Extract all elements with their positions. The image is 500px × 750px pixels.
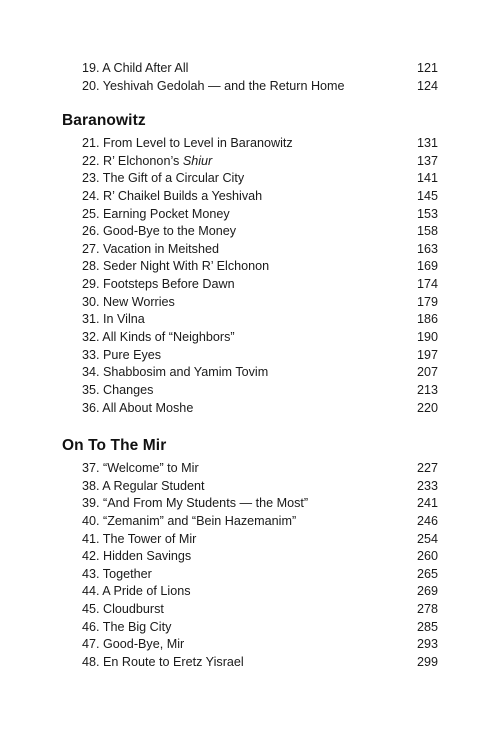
toc-entry-title-text: 45. Cloudburst xyxy=(82,602,164,617)
toc-entry-page-number: 121 xyxy=(416,61,438,75)
toc-entry-page-number: 260 xyxy=(416,549,438,564)
toc-entry xyxy=(82,188,438,206)
toc-entry-title-text: 23. The Gift of a Circular City xyxy=(82,171,245,186)
toc-entry xyxy=(82,294,438,312)
toc-entry-title xyxy=(82,548,191,566)
toc-entry xyxy=(82,135,438,153)
toc-entry xyxy=(82,153,438,171)
toc-entry-title xyxy=(82,78,345,96)
toc-entry-title xyxy=(82,60,188,78)
toc-entry xyxy=(82,276,438,294)
toc-group-continued xyxy=(82,60,438,95)
section-heading-on-to-the-mir: On To The Mir xyxy=(62,437,167,454)
toc-entry xyxy=(82,241,438,259)
toc-entry-page-number: 265 xyxy=(416,566,438,581)
toc-entry-title xyxy=(82,566,152,584)
section-heading-baranowitz: Baranowitz xyxy=(62,112,146,129)
toc-entry-page-number: 145 xyxy=(416,188,438,203)
toc-entry xyxy=(82,206,438,224)
toc-entry-title xyxy=(82,636,184,654)
toc-entry-title-text: 27. Vacation in Meitshed xyxy=(82,241,219,256)
toc-entry xyxy=(82,548,438,566)
toc-group-on-to-the-mir xyxy=(82,460,438,672)
toc-entry-title xyxy=(82,619,171,637)
toc-entry-title-text: 35. Changes xyxy=(82,382,154,397)
toc-entry-title xyxy=(82,276,235,294)
toc-entry-title xyxy=(82,478,205,496)
toc-entry xyxy=(82,170,438,188)
toc-entry xyxy=(82,583,438,601)
toc-entry xyxy=(82,460,438,478)
toc-entry-title xyxy=(82,294,175,312)
toc-entry-page-number: 190 xyxy=(416,330,438,345)
toc-entry-title xyxy=(82,495,308,513)
toc-entry-title-text: 34. Shabbosim and Yamim Tovim xyxy=(82,365,269,380)
toc-entry xyxy=(82,566,438,584)
toc-entry-page-number: 213 xyxy=(416,382,438,397)
toc-entry-title xyxy=(82,460,199,478)
toc-entry-title-text: 38. A Regular Student xyxy=(82,478,205,493)
toc-entry-page-number: 254 xyxy=(416,531,438,546)
toc-entry-page-number: 124 xyxy=(416,78,438,93)
toc-entry-title xyxy=(82,364,268,382)
toc-entry-page-number: 153 xyxy=(416,206,438,221)
toc-entry-title-text: 41. The Tower of Mir xyxy=(82,531,197,546)
toc-entry-title-text: 22. R’ Elchonon’s xyxy=(82,153,183,168)
toc-entry-title-text: 28. Seder Night With R’ Elchonon xyxy=(82,259,270,274)
toc-entry-title-text: 25. Earning Pocket Money xyxy=(82,206,230,221)
toc-entry xyxy=(82,400,438,418)
toc-entry-page-number: 269 xyxy=(416,584,438,599)
toc-group-baranowitz xyxy=(82,135,438,417)
toc-entry-page-number: 227 xyxy=(416,461,438,475)
toc-entry-page-number: 299 xyxy=(416,655,438,670)
toc-entry-title xyxy=(82,223,236,241)
toc-entry-title-text: 44. A Pride of Lions xyxy=(82,584,191,599)
toc-entry-page-number: 285 xyxy=(416,619,438,634)
toc-entry-title-text: 21. From Level to Level in Baranowitz xyxy=(82,136,293,150)
toc-entry-title-text: 19. A Child After All xyxy=(82,61,189,75)
toc-entry-title-text: 31. In Vilna xyxy=(82,312,145,327)
toc-entry-page-number: 207 xyxy=(416,365,438,380)
toc-entry-page-number: 163 xyxy=(416,241,438,256)
toc-entry-title xyxy=(82,188,262,206)
toc-entry-page-number: 137 xyxy=(416,153,438,168)
toc-entry-title xyxy=(82,531,196,549)
toc-entry-page-number: 169 xyxy=(416,259,438,274)
toc-entry-title-italic: Shiur xyxy=(182,153,213,168)
toc-entry-page-number: 293 xyxy=(416,637,438,652)
toc-entry xyxy=(82,311,438,329)
toc-entry-title-text: 26. Good-Bye to the Money xyxy=(82,224,237,239)
toc-entry-title-text: 39. “And From My Students — the Most” xyxy=(82,496,309,511)
toc-entry-title-text: 29. Footsteps Before Dawn xyxy=(82,277,235,292)
toc-entry-title-text: 20. Yeshivah Gedolah — and the Return Home xyxy=(82,78,345,93)
toc-entry-title xyxy=(82,170,244,188)
toc-entry-page-number: 158 xyxy=(416,224,438,239)
toc-entry xyxy=(82,654,438,672)
toc-entry-title xyxy=(82,135,293,153)
toc-entry-page-number: 186 xyxy=(416,312,438,327)
toc-entry xyxy=(82,258,438,276)
toc-entry-title-text: 40. “Zemanim” and “Bein Hazemanim” xyxy=(82,513,297,528)
toc-entry xyxy=(82,60,438,78)
toc-entry-title xyxy=(82,382,153,400)
toc-entry xyxy=(82,478,438,496)
toc-entry-page-number: 179 xyxy=(416,294,438,309)
toc-entry-page-number: 174 xyxy=(416,277,438,292)
toc-entry-title-text: 48. En Route to Eretz Yisrael xyxy=(82,655,244,670)
toc-entry xyxy=(82,329,438,347)
toc-entry-page-number: 197 xyxy=(416,347,438,362)
toc-entry xyxy=(82,531,438,549)
toc-entry-title xyxy=(82,583,191,601)
toc-entry-title-text: 24. R’ Chaikel Builds a Yeshivah xyxy=(82,188,263,203)
toc-entry xyxy=(82,495,438,513)
toc-entry xyxy=(82,382,438,400)
toc-entry-page-number: 141 xyxy=(416,171,438,186)
toc-entry-title-text: 43. Together xyxy=(82,566,152,581)
toc-entry-title-text: 33. Pure Eyes xyxy=(82,347,162,362)
toc-entry-title-text: 37. “Welcome” to Mir xyxy=(82,461,199,475)
toc-entry-title-text: 36. All About Moshe xyxy=(82,400,194,415)
toc-entry xyxy=(82,347,438,365)
toc-entry-title-text: 42. Hidden Savings xyxy=(82,549,192,564)
toc-entry-title xyxy=(82,601,164,619)
toc-entry-title-text: 30. New Worries xyxy=(82,294,175,309)
toc-entry xyxy=(82,636,438,654)
toc-entry-page-number: 241 xyxy=(416,496,438,511)
toc-entry xyxy=(82,601,438,619)
toc-entry-page-number: 278 xyxy=(416,602,438,617)
toc-entry-title xyxy=(82,258,269,276)
toc-entry-title-text: 32. All Kinds of “Neighbors” xyxy=(82,330,235,345)
toc-entry-title xyxy=(82,329,235,347)
toc-entry-title xyxy=(82,241,219,259)
toc-entry-page-number: 246 xyxy=(416,513,438,528)
toc-entry xyxy=(82,513,438,531)
toc-entry-title xyxy=(82,513,296,531)
toc-entry xyxy=(82,78,438,96)
toc-entry-title-text: 46. The Big City xyxy=(82,619,172,634)
toc-entry xyxy=(82,619,438,637)
toc-entry-title xyxy=(82,654,244,672)
toc-entry-title xyxy=(82,311,145,329)
toc-entry xyxy=(82,223,438,241)
toc-entry-page-number: 233 xyxy=(416,478,438,493)
toc-entry-title xyxy=(82,347,161,365)
toc-entry-page-number: 131 xyxy=(416,136,438,150)
toc-entry-title xyxy=(82,153,212,171)
toc-entry-title-text: 47. Good-Bye, Mir xyxy=(82,637,185,652)
toc-entry xyxy=(82,364,438,382)
toc-entry-page-number: 220 xyxy=(416,400,438,415)
toc-entry-title xyxy=(82,400,193,418)
toc-entry-title xyxy=(82,206,230,224)
